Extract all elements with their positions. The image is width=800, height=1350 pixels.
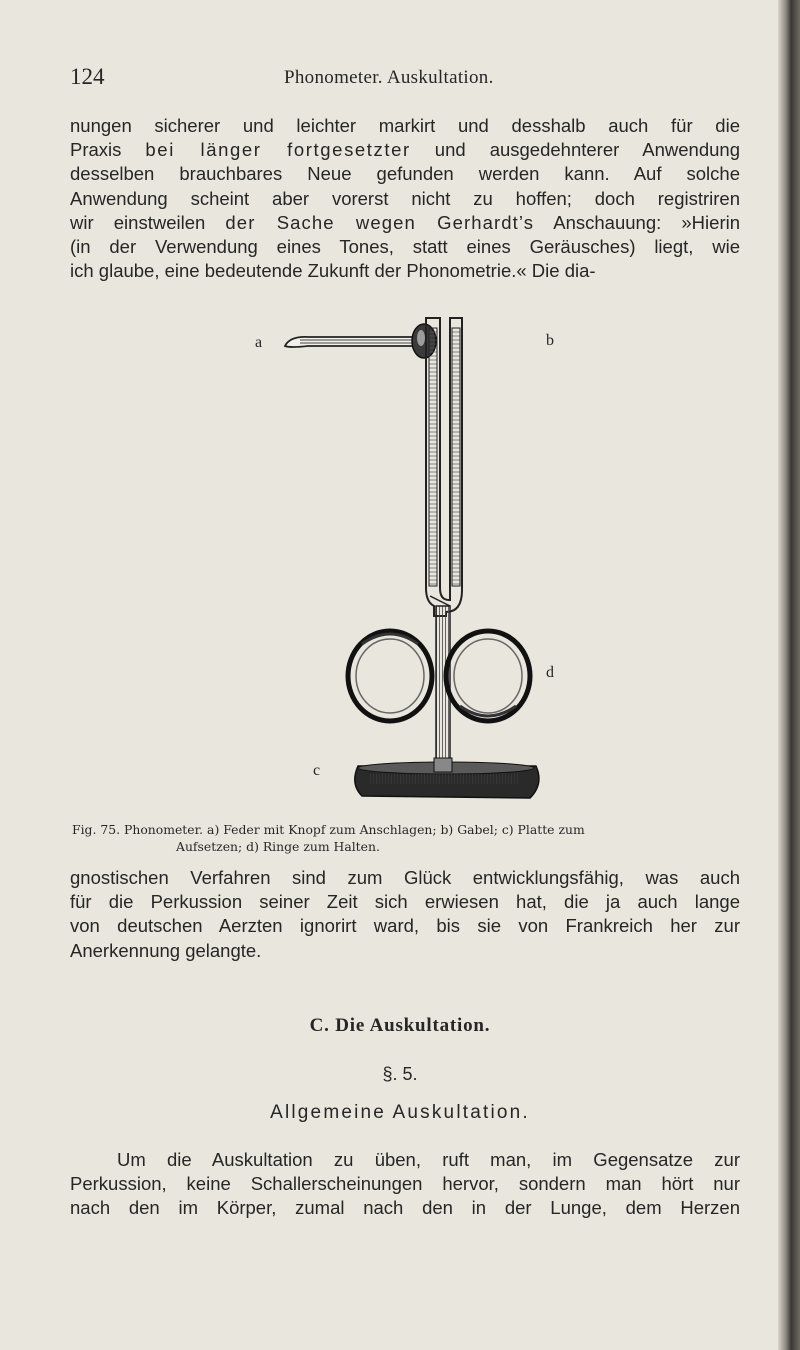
figure-label-d: d (546, 664, 554, 681)
text-line (70, 138, 740, 162)
emphasized-text: der Sache wegen Gerhardt’s (225, 211, 535, 233)
spring-rod (285, 337, 420, 347)
running-title: Phonometer. Auskultation. (284, 67, 494, 88)
text-line: Um die Auskultation zu üben, ruft man, im Gegensatze zur (117, 1149, 740, 1170)
caption-line: Fig. 75. Phonometer. a) Feder mit Knopf zum Anschlagen; b) Gabel; c) Platte zum (72, 822, 585, 837)
emphasized-text: bei länger fortgesetzter (145, 139, 411, 161)
text-line: Anwendung scheint aber vorerst nicht zu hoffen; doch registriren (70, 187, 740, 209)
figure-label-c: c (313, 762, 321, 779)
text-span: wir einstweilen (70, 211, 226, 233)
subheading: Allgemeine Auskultation. (270, 1102, 530, 1123)
text-line (70, 211, 740, 235)
text-line: gnostischen Verfahren sind zum Glück entwicklungsfähig, was auch (70, 867, 740, 888)
paragraph-3 (70, 1148, 740, 1221)
text-line: nach den im Körper, zumal nach den in der Lunge, dem Herzen (70, 1197, 740, 1219)
text-line: ich glaube, eine bedeutende Zukunft der Phonometrie.« Die dia- (70, 260, 596, 282)
text-line: von deutschen Aerzten ignorirt ward, bis sie von Frankreich her zur (70, 915, 740, 937)
text-line: desselben brauchbares Neue gefunden werden kann. Auf solche (70, 163, 740, 185)
caption-line: Aufsetzen; d) Ringe zum Halten. (176, 839, 380, 854)
text-line: Perkussion, keine Schallerscheinungen hervor, sondern man hört nur (70, 1173, 740, 1195)
text-line: (in der Verwendung eines Tones, statt eines Geräusches) liegt, wie (70, 236, 740, 258)
paragraph-1 (70, 114, 740, 283)
figure-label-a: a (255, 334, 263, 351)
text-line: nungen sicherer und leichter markirt und desshalb auch für die (70, 115, 740, 136)
paragraph-2 (70, 866, 740, 963)
text-line: Anerkennung gelangte. (70, 939, 262, 961)
paragraph-mark: §. 5. (382, 1064, 418, 1084)
tuning-fork (426, 318, 462, 766)
section-heading: C. Die Auskultation. (309, 1015, 491, 1036)
base-plate (355, 758, 539, 798)
page-number: 124 (70, 64, 105, 89)
text-span: Anschauung: »Hierin (534, 211, 741, 233)
page-header (70, 64, 750, 94)
text-span: Praxis (70, 139, 146, 161)
page-edge-shadow (778, 0, 800, 1350)
phonometer-drawing (240, 306, 580, 806)
phonometer-figure (240, 306, 580, 806)
text-span: und ausgedehnterer Anwendung (410, 139, 740, 161)
figure-label-b: b (546, 332, 554, 349)
text-line: für die Perkussion seiner Zeit sich erwiesen hat, die ja auch lange (70, 891, 740, 913)
figure-caption (72, 821, 762, 855)
